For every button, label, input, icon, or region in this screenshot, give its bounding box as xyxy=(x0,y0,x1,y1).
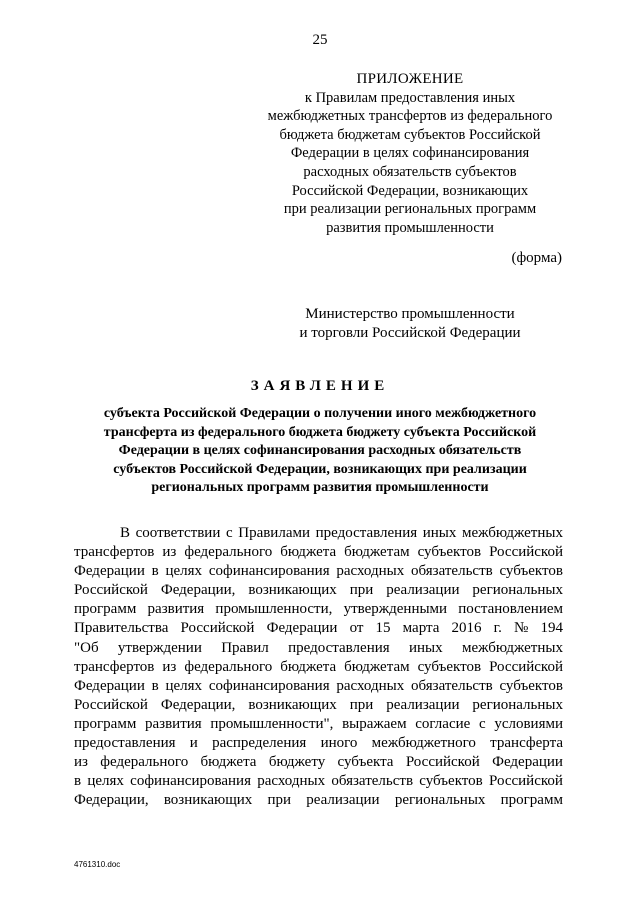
appendix-line: при реализации региональных программ xyxy=(283,201,537,218)
appendix-header xyxy=(260,70,560,237)
body-line: Российской Федерации, возникающих при реализации региональных xyxy=(74,582,563,599)
body-line: трансфертов из федерального бюджета бюджетам субъектов Российской xyxy=(74,544,563,561)
body-line: предоставления и распределения иного межбюджетного трансферта xyxy=(74,735,563,752)
appendix-line: межбюджетных трансфертов из федерального xyxy=(267,108,553,125)
appendix-line: бюджета бюджетам субъектов Российской xyxy=(279,126,541,143)
body-line: Федерации, возникающих при реализации региональных программ xyxy=(74,792,563,809)
body-line: программ развития промышленности", выражаем согласие с условиями xyxy=(74,715,563,732)
statement-title: ЗАЯВЛЕНИЕ xyxy=(250,378,390,394)
subtitle-line: субъекта Российской Федерации о получении иного межбюджетного xyxy=(103,406,537,421)
body-line: программ развития промышленности, утвержденными постановлением xyxy=(74,601,563,618)
form-label: (форма) xyxy=(511,250,562,266)
document-id: 4761310.doc xyxy=(74,860,121,869)
body-line: из федерального бюджета бюджету субъекта Российской Федерации xyxy=(74,754,563,771)
appendix-title: ПРИЛОЖЕНИЕ xyxy=(356,71,464,87)
ministry-line: и торговли Российской Федерации xyxy=(299,325,521,341)
body-line: "Об утверждении Правил предоставления иных межбюджетных xyxy=(74,639,563,656)
appendix-line: расходных обязательств субъектов xyxy=(303,163,517,180)
appendix-line: развития промышленности xyxy=(326,219,494,236)
page-number: 25 xyxy=(312,32,328,48)
subtitle-line: Федерации в целях софинансирования расходных обязательств xyxy=(118,443,522,459)
subtitle-line: трансферта из федерального бюджета бюджету субъекта Российской xyxy=(103,424,537,440)
ministry-addressee xyxy=(270,305,550,343)
appendix-line: Федерации в целях софинансирования xyxy=(290,145,530,162)
body-line: трансфертов из федерального бюджета бюджетам субъектов Российской xyxy=(74,658,563,675)
body-line: Федерации в целях софинансирования расходных обязательств субъектов xyxy=(74,563,563,580)
body-line: в целях софинансирования расходных обязательств субъектов Российской xyxy=(74,773,563,790)
statement-subtitle xyxy=(70,405,570,498)
ministry-line: Министерство промышленности xyxy=(305,306,515,322)
subtitle-line: региональных программ развития промышленности xyxy=(151,480,489,496)
body-line: Федерации в целях софинансирования расходных обязательств субъектов xyxy=(74,677,563,694)
body-line: Правительства Российской Федерации от 15 марта 2016 г. № 194 xyxy=(74,620,563,637)
subtitle-line: субъектов Российской Федерации, возникающих при реализации xyxy=(113,461,527,477)
appendix-line: к Правилам предоставления иных xyxy=(304,89,516,106)
statement-body xyxy=(74,524,563,810)
body-line: В соответствии с Правилами предоставления иных межбюджетных xyxy=(120,525,563,541)
body-line: Российской Федерации, возникающих при реализации региональных xyxy=(74,696,563,713)
appendix-line: Российской Федерации, возникающих xyxy=(291,182,529,199)
